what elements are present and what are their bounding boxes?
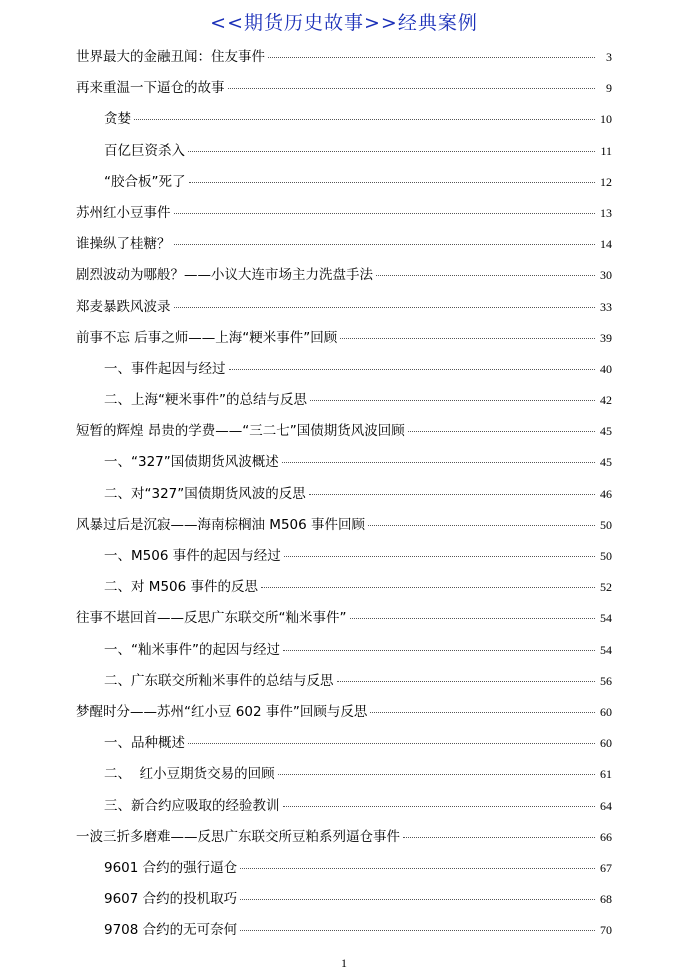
toc-entry[interactable] xyxy=(76,388,612,419)
toc-entry-label: 前事不忘 后事之师——上海“粳米事件”回顾 xyxy=(76,329,338,346)
toc-entry-label: 一、M506 事件的起因与经过 xyxy=(104,548,281,564)
toc-entry-label: 梦醒时分——苏州“红小豆 602 事件”回顾与反思 xyxy=(76,703,368,720)
toc-entry[interactable] xyxy=(76,232,612,263)
toc-entry-label: 二、对 M506 事件的反思 xyxy=(104,579,258,596)
toc-entry-page: 45 xyxy=(600,424,612,439)
toc-dot-leader xyxy=(283,650,595,651)
toc-entry-page: 70 xyxy=(600,923,612,938)
toc-entry-page: 45 xyxy=(600,455,612,470)
toc-entry-page: 12 xyxy=(600,174,612,189)
toc-entry-page: 68 xyxy=(600,892,612,907)
toc-dot-leader xyxy=(368,525,595,526)
toc-entry-page: 3 xyxy=(606,50,612,64)
toc-dot-leader xyxy=(188,743,595,744)
toc-entry-label: 往事不堪回首——反思广东联交所“籼米事件” xyxy=(76,610,347,627)
toc-entry-page: 52 xyxy=(600,580,612,595)
toc-entry-label: 二、对“327”国债期货风波的反思 xyxy=(104,485,306,502)
toc-entry-page: 66 xyxy=(600,829,612,844)
toc-entry[interactable] xyxy=(76,669,612,700)
toc-entry-page: 61 xyxy=(600,767,612,782)
toc-entry[interactable] xyxy=(76,170,612,201)
page-number: 1 xyxy=(341,956,347,970)
toc-entry-page: 54 xyxy=(600,642,612,657)
toc-entry-label: 郑麦暴跌风波录 xyxy=(76,298,171,315)
toc-entry-label: 一、“籼米事件”的起因与经过 xyxy=(104,641,280,658)
toc-entry-page: 39 xyxy=(600,330,612,345)
toc-dot-leader xyxy=(282,462,595,463)
toc-entry-label: 二、 红小豆期货交易的回顾 xyxy=(104,766,275,783)
toc-dot-leader xyxy=(229,369,596,370)
toc-entry[interactable] xyxy=(76,201,612,232)
toc-entry-page: 13 xyxy=(600,205,612,220)
toc-entry-label: 9601 合约的强行逼仓 xyxy=(104,859,238,876)
toc-entry-label: 二、广东联交所籼米事件的总结与反思 xyxy=(104,672,334,689)
toc-entry-page: 50 xyxy=(600,517,612,532)
toc-entry[interactable] xyxy=(76,295,612,326)
toc-dot-leader xyxy=(174,244,596,245)
toc-dot-leader xyxy=(284,556,595,557)
toc-dot-leader xyxy=(376,275,595,276)
toc-entry[interactable] xyxy=(76,263,612,294)
toc-entry-label: 一、事件起因与经过 xyxy=(104,360,226,377)
toc-dot-leader xyxy=(188,151,595,152)
toc-entry-page: 9 xyxy=(606,81,612,96)
toc-entry[interactable] xyxy=(76,326,612,357)
toc-dot-leader xyxy=(278,774,595,775)
toc-entry-page: 42 xyxy=(600,393,612,408)
toc-dot-leader xyxy=(340,338,595,339)
toc-entry[interactable] xyxy=(76,544,612,575)
toc-entry[interactable] xyxy=(76,139,612,170)
toc-entry[interactable] xyxy=(76,606,612,637)
toc-dot-leader xyxy=(350,618,596,619)
toc-entry-label: 短暂的辉煌 昂贵的学费——“三二七”国债期货风波回顾 xyxy=(76,423,405,440)
toc-dot-leader xyxy=(261,587,595,588)
toc-entry[interactable] xyxy=(76,575,612,606)
toc-dot-leader xyxy=(228,88,596,89)
toc-entry-page: 10 xyxy=(600,112,612,127)
toc-entry-label: 苏州红小豆事件 xyxy=(76,204,171,221)
toc-entry-page: 64 xyxy=(600,798,612,813)
toc-entry-page: 33 xyxy=(600,299,612,314)
toc-entry[interactable] xyxy=(76,825,612,856)
toc-dot-leader xyxy=(283,806,596,807)
toc-entry-label: 一、“327”国债期货风波概述 xyxy=(104,454,279,471)
toc-entry[interactable] xyxy=(76,76,612,107)
toc-entry[interactable] xyxy=(76,450,612,481)
toc-entry-label: 一波三折多磨难——反思广东联交所豆粕系列逼仓事件 xyxy=(76,828,400,845)
toc-entry-label: 9708 合约的无可奈何 xyxy=(104,922,238,939)
toc-dot-leader xyxy=(189,182,596,183)
toc-dot-leader xyxy=(309,494,595,495)
toc-entry-label: 二、上海“粳米事件”的总结与反思 xyxy=(104,392,307,409)
toc-entry-label: 再来重温一下逼仓的故事 xyxy=(76,80,225,97)
toc-entry[interactable] xyxy=(76,357,612,388)
toc-entry-page: 67 xyxy=(600,860,612,875)
toc-entry-page: 46 xyxy=(600,486,612,501)
toc-entry-label: 世界最大的金融丑闻：住友事件 xyxy=(76,49,265,65)
toc-dot-leader xyxy=(174,307,596,308)
toc-entry[interactable] xyxy=(76,731,612,762)
toc-entry-page: 40 xyxy=(600,361,612,376)
toc-entry-page: 11 xyxy=(600,143,612,158)
toc-entry-page: 50 xyxy=(600,549,612,563)
toc-entry[interactable] xyxy=(76,794,612,825)
toc-entry[interactable] xyxy=(76,45,612,76)
toc-dot-leader xyxy=(408,431,595,432)
toc-entry-page: 54 xyxy=(600,611,612,626)
toc-dot-leader xyxy=(337,681,596,682)
document-title: <<期货历史故事>>经典案例 xyxy=(210,12,478,34)
toc-entry-page: 30 xyxy=(600,268,612,283)
toc-dot-leader xyxy=(310,400,595,401)
toc-dot-leader xyxy=(370,712,595,713)
toc-entry-label: 9607 合约的投机取巧 xyxy=(104,891,238,908)
toc-entry[interactable] xyxy=(76,482,612,513)
toc-entry-label: 三、新合约应吸取的经验教训 xyxy=(104,797,280,814)
toc-entry-label: 一、品种概述 xyxy=(104,735,185,752)
toc-entry-label: “胶合板”死了 xyxy=(104,173,186,190)
toc-entry[interactable] xyxy=(76,513,612,544)
toc-entry-page: 56 xyxy=(600,673,612,688)
toc-entry[interactable] xyxy=(76,856,612,887)
toc-entry-label: 剧烈波动为哪般？——小议大连市场主力洗盘手法 xyxy=(76,267,373,284)
toc-entry[interactable] xyxy=(76,638,612,669)
toc-dot-leader xyxy=(403,837,595,838)
toc-entry-label: 贪婪 xyxy=(104,111,131,128)
toc-entry-page: 60 xyxy=(600,704,612,719)
toc-entry-label: 风暴过后是沉寂——海南棕榈油 M506 事件回顾 xyxy=(76,516,365,533)
toc-entry[interactable] xyxy=(76,918,612,949)
toc-entry-label: 谁操纵了桂糖？ xyxy=(76,236,171,253)
toc-dot-leader xyxy=(240,930,595,931)
toc-dot-leader xyxy=(174,213,596,214)
toc-entry-page: 60 xyxy=(600,736,612,751)
toc-dot-leader xyxy=(134,119,595,120)
toc-entry-page: 14 xyxy=(600,237,612,252)
table-of-contents xyxy=(76,45,612,949)
toc-entry-label: 百亿巨资杀入 xyxy=(104,142,185,159)
toc-entry[interactable] xyxy=(76,762,612,793)
toc-entry[interactable] xyxy=(76,700,612,731)
toc-dot-leader xyxy=(268,57,595,58)
toc-entry[interactable] xyxy=(76,419,612,450)
toc-entry[interactable] xyxy=(76,887,612,918)
toc-entry[interactable] xyxy=(76,107,612,138)
toc-dot-leader xyxy=(240,899,595,900)
toc-dot-leader xyxy=(240,868,595,869)
